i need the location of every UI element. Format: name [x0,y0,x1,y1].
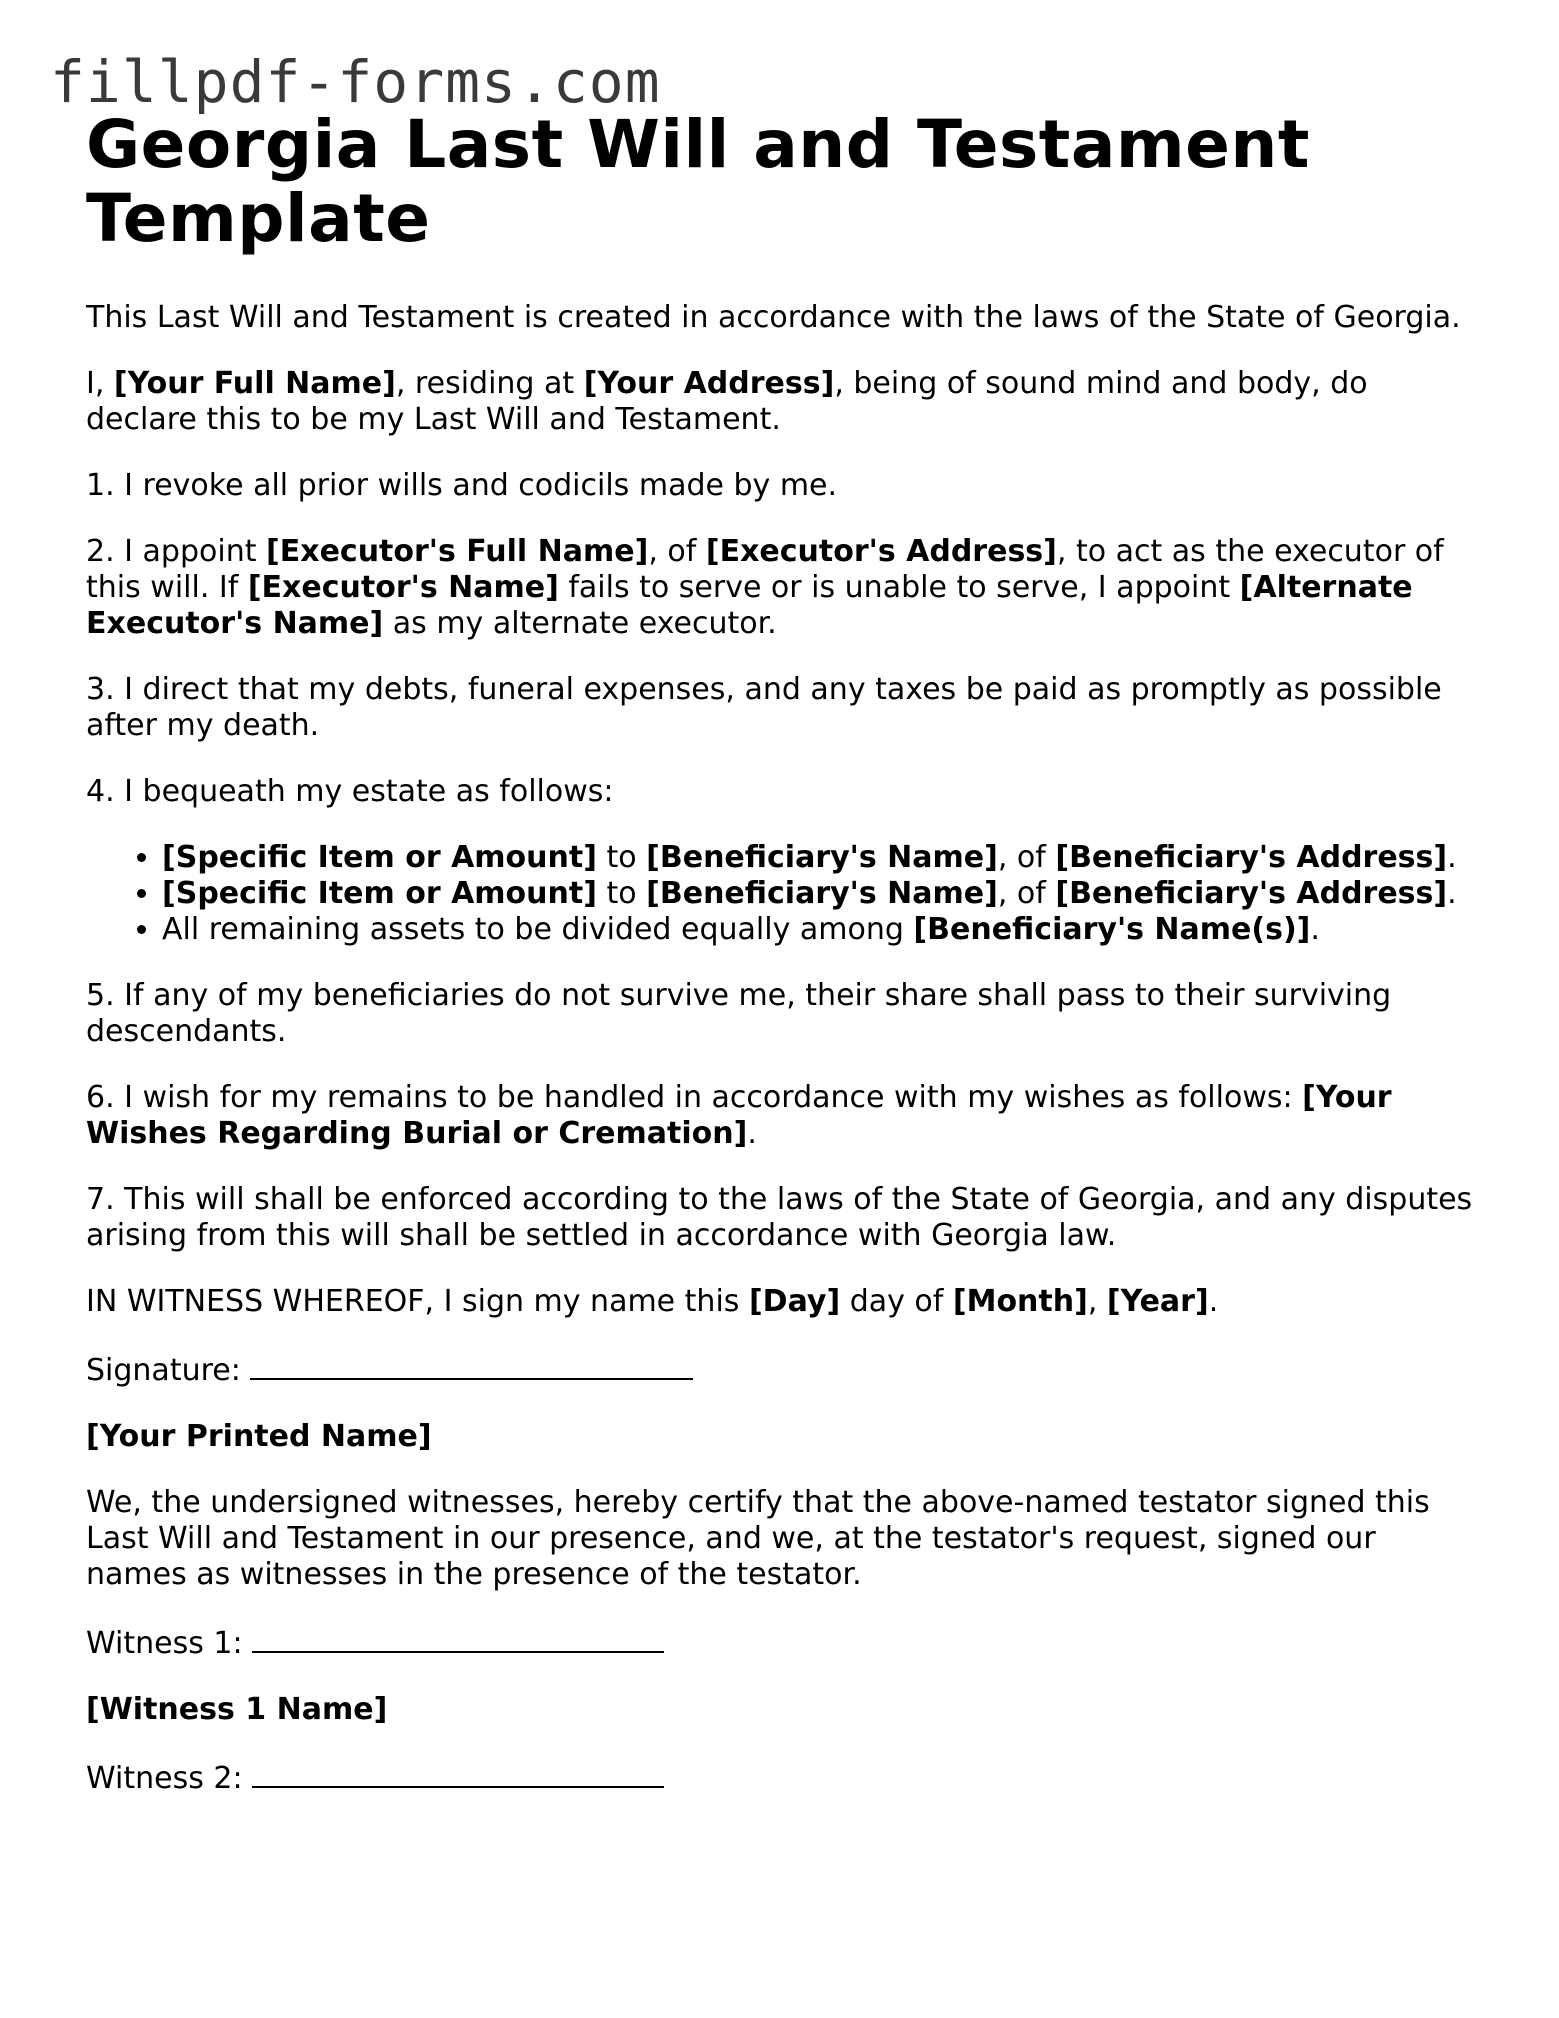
executor-name-placeholder: [Executor's Name] [247,570,559,605]
list-item [162,840,1481,876]
declaration-text: I, [86,366,114,401]
declaration-paragraph [86,366,1481,438]
attestation-paragraph: We, the undersigned witnesses, hereby certify that the above-named testator signed this Last Will and Testament in our presence, and we, at the testator's request, signed our names as witnesses in the presence of the testator. [86,1485,1430,1592]
clause-2-text: 2. I appoint [86,534,267,569]
beneficiary-address-placeholder: [Beneficiary's Address] [1055,840,1448,875]
witness-1-row [86,1623,1481,1662]
beneficiary-address-placeholder: [Beneficiary's Address] [1055,876,1448,911]
document-title: Georgia Last Will and Testament Template [86,106,1310,257]
clause-2-text: , of [648,534,706,569]
month-placeholder: [Month] [952,1284,1088,1319]
witness-whereof-text: day of [840,1284,953,1319]
executor-address-placeholder: [Executor's Address] [705,534,1057,569]
signature-label: Signature: [86,1353,251,1388]
witness-whereof-text: IN WITNESS WHEREOF, I sign my name this [86,1284,749,1319]
executor-full-name-placeholder: [Executor's Full Name] [266,534,649,569]
beneficiary-name-placeholder: [Beneficiary's Name] [646,840,998,875]
witness-whereof-text: , [1087,1284,1107,1319]
declaration-text: , residing at [395,366,584,401]
bequest-text: . [1447,840,1457,875]
clause-2-text: as my alternate executor. [383,606,777,641]
clause-2 [86,534,1481,642]
clause-6-text: . [747,1116,757,1151]
item-placeholder: [Specific Item or Amount] [162,840,597,875]
clause-2-text: , to act as the executor of this will. If [86,534,1444,605]
bequest-text: , of [997,840,1056,875]
alternate-executor-placeholder: [Alternate Executor's Name] [86,570,1413,641]
list-item [162,912,1481,948]
beneficiary-names-placeholder: [Beneficiary's Name(s)] [913,912,1311,947]
witness-1-label: Witness 1: [86,1626,253,1661]
year-placeholder: [Year] [1106,1284,1209,1319]
bequest-text: to [596,876,647,911]
beneficiary-name-placeholder: [Beneficiary's Name] [646,876,998,911]
clause-5: 5. If any of my beneficiaries do not survive me, their share shall pass to their surviving descendants. [86,978,1392,1049]
witness-2-signature-line[interactable] [252,1758,664,1788]
witness-1-name-row [86,1692,1481,1728]
bequest-text: to [596,840,647,875]
clause-6-text: 6. I wish for my remains to be handled in accordance with my wishes as follows: [86,1080,1303,1115]
clause-6 [86,1080,1481,1152]
signature-row [86,1350,1481,1389]
item-placeholder: [Specific Item or Amount] [162,876,597,911]
clause-1: 1. I revoke all prior wills and codicils made by me. [86,468,838,503]
intro-paragraph: This Last Will and Testament is created in accordance with the laws of the State of Georgia. [86,300,1461,335]
printed-name-row [86,1419,1481,1455]
remaining-text: All remaining assets to be divided equally among [162,912,914,947]
remaining-text: . [1310,912,1320,947]
bequest-list [86,840,1481,948]
bequest-text: , of [997,876,1056,911]
wishes-placeholder: [Your Wishes Regarding Burial or Cremation] [86,1080,1392,1151]
day-placeholder: [Day] [748,1284,841,1319]
bequest-text: . [1447,876,1457,911]
witness-2-label: Witness 2: [86,1761,253,1796]
full-name-placeholder: [Your Full Name] [113,366,396,401]
clause-3: 3. I direct that my debts, funeral expenses, and any taxes be paid as promptly as possible after my death. [86,672,1442,743]
witness-1-name-placeholder: [Witness 1 Name] [86,1692,388,1727]
document-body [86,108,1481,1827]
witness-1-signature-line[interactable] [252,1623,664,1653]
witness-whereof-text: . [1208,1284,1219,1319]
declaration-text: , being of sound mind and body, do declare this to be my Last Will and Testament. [86,366,1368,437]
witness-whereof [86,1284,1481,1320]
address-placeholder: [Your Address] [583,366,835,401]
watermark: fillpdf-forms.com [50,48,661,116]
clause-7: 7. This will shall be enforced according to the laws of the State of Georgia, and any disputes arising from this will shall be settled in accordance with Georgia law. [86,1182,1473,1253]
printed-name-placeholder: [Your Printed Name] [86,1419,432,1454]
clause-2-text: fails to serve or is unable to serve, I appoint [558,570,1240,605]
clause-4: 4. I bequeath my estate as follows: [86,774,614,809]
witness-2-row [86,1758,1481,1797]
list-item [162,876,1481,912]
signature-line[interactable] [250,1350,693,1380]
